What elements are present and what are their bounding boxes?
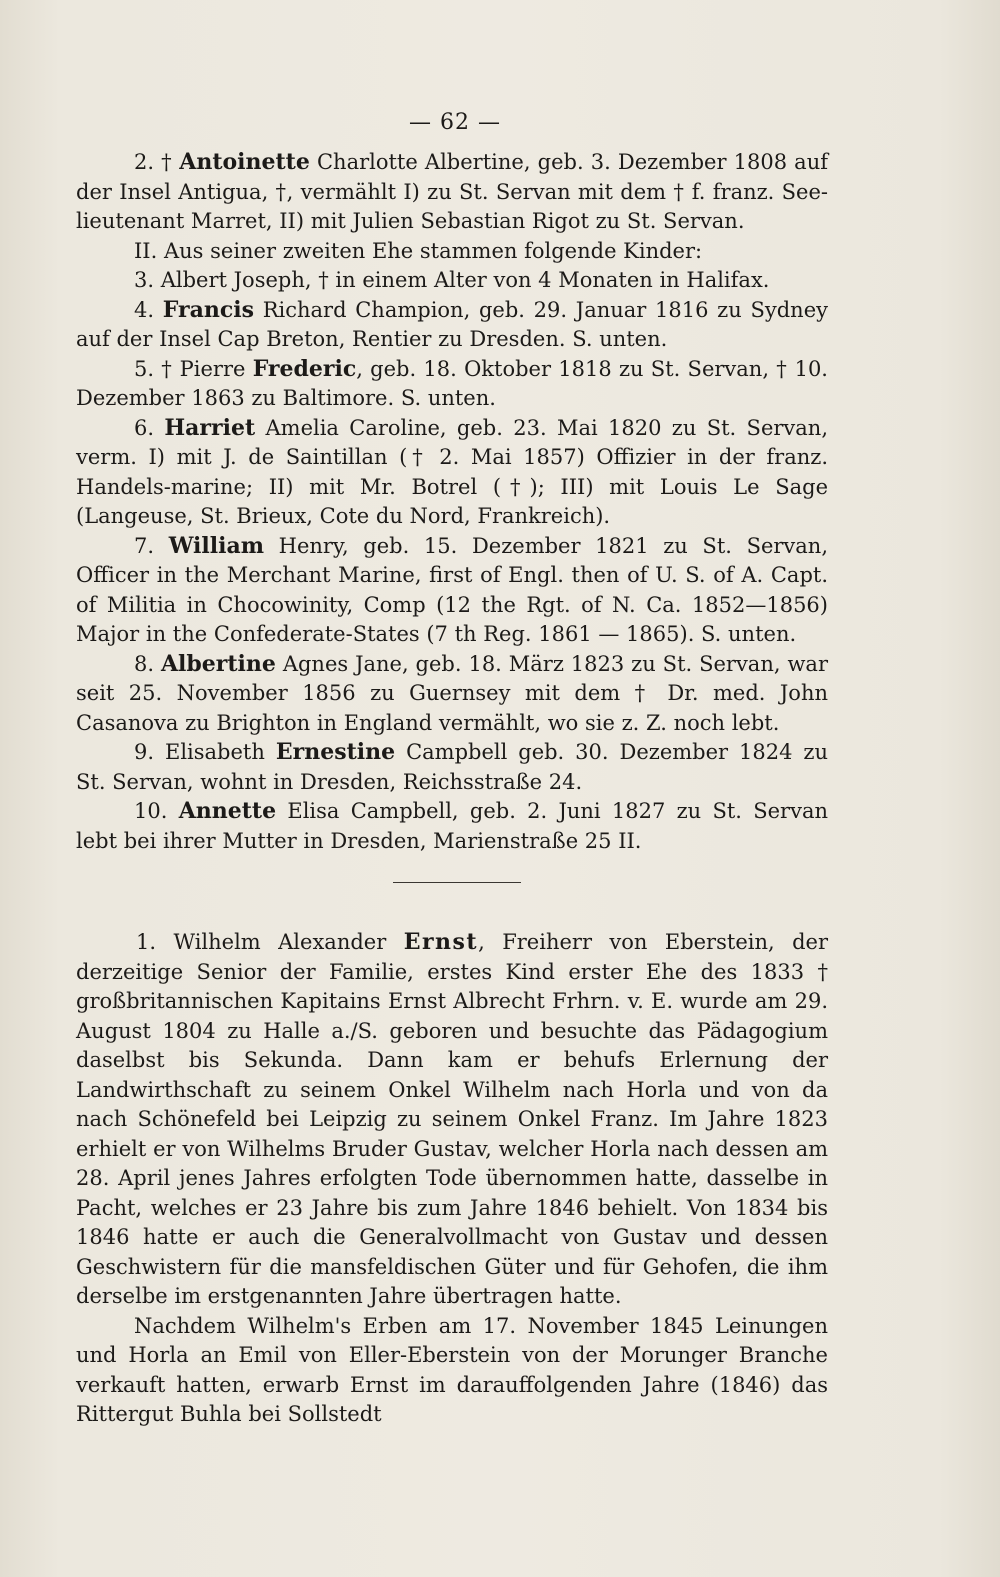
entry-number: 4.: [134, 297, 155, 322]
entry-text: Charlotte Albertine, geb. 3. Dezember 1808 auf der Insel Antigua, †, vermählt I) zu St. Servan mit dem † f. franz. See-lieutenant Marret, II) mit Julien Sebastian Rigot zu St. Servan.: [76, 150, 829, 233]
children-list: [76, 148, 828, 856]
entry-name: Frederic: [252, 355, 357, 382]
entry-name: Albertine: [160, 650, 276, 677]
entry-text: Henry, geb. 15. Dezember 1821 zu St. Servan, Officer in the Merchant Marine, first of Engl. then of U. S. of A. Capt. of Militia in Chocowinity, Comp (12 the Rgt. of N. Ca. 1852—1856) Major in the Confederate-States (7 th Reg. 1861 — 1865). S. unten.: [76, 533, 829, 646]
entry-text: Richard Champion, geb. 29. Januar 1816 zu Sydney auf der Insel Cap Breton, Rentier zu Dresden. S. unten.: [76, 297, 828, 351]
entry-number: 5. †: [134, 356, 173, 381]
entry-albert: [76, 266, 828, 296]
entry-francis: [76, 296, 828, 355]
entry-text: Campbell geb. 30. Dezember 1824 zu St. Servan, wohnt in Dresden, Reichsstraße 24.: [76, 740, 829, 794]
entry-name: William: [168, 532, 264, 559]
entry-second-marriage-heading: [76, 237, 828, 267]
entry-number: 6.: [134, 415, 155, 440]
section-number: 1.: [136, 930, 157, 954]
entry-william: [76, 532, 828, 650]
entry-text: Agnes Jane, geb. 18. März 1823 zu St. Servan, war seit 25. November 1856 zu Guernsey mit dem † Dr. med. John Casanova zu Brighton in England vermählt, wo sie z. Z. noch lebt.: [76, 651, 828, 735]
entry-number: 7.: [134, 533, 155, 558]
entry-antoinette: [76, 148, 828, 237]
entry-name: Annette: [178, 798, 277, 824]
entry-frederic: [76, 355, 828, 414]
biography-paragraph-2: Nachdem Wilhelm's Erben am 17. November 1845 Leinungen und Horla an Emil von Eller-Eberstein von der Morunger Branche verkauft hatten, erwarb Ernst im darauffolgenden Jahre (1846) das Rittergut Buhla bei Sollstedt: [76, 1313, 828, 1426]
section-text: , Freiherr von Eberstein, der derzeitige Senior der Familie, erstes Kind erster Ehe des 1833 † großbritannischen Kapitains Ernst Albrecht Frhrn. v. E. wurde am 29. August 1804 zu Halle a./S. geboren und besuchte das Pädagogium daselbst bis Sekunda. Dann kam er behufs Erlernung der Landwirthschaft zu seinem Onkel Wilhelm nach Horla und von da nach Schönefeld bei Leipzig zu seinem Onkel Franz. Im Jahre 1823 erhielt er von Wilhelms Bruder Gustav, welcher Horla nach dessen am 28. April jenes Jahres erfolgten Tode übernommen hatte, dasselbe in Pacht, welches er 23 Jahre bis zum Jahre 1846 behielt. Von 1834 bis 1846 hatte er auch die Generalvollmacht von Gustav und dessen Geschwistern für die mansfeldischen Güter und für Gehofen, die ihm derselbe im erstgenannten Jahre übertragen hatte.: [76, 930, 828, 1308]
entry-prename: Pierre: [179, 356, 246, 381]
entry-albertine: [76, 650, 828, 739]
entry-ernestine: [76, 738, 828, 797]
section-divider: [393, 882, 521, 883]
entry-name: Francis: [162, 296, 254, 323]
entry-number: 8.: [134, 651, 155, 676]
entry-number: II.: [134, 238, 158, 263]
entry-number: 3.: [134, 268, 155, 292]
section-prename: Wilhelm Alexander: [173, 930, 387, 954]
entry-text: , geb. 18. Oktober 1818 zu St. Servan, † 10. Dezember 1863 zu Baltimore. S. unten.: [76, 356, 828, 410]
entry-prename: Elisabeth: [165, 740, 265, 764]
biography-section: [76, 928, 828, 1430]
entry-text: Albert Joseph, † in einem Alter von 4 Monaten in Halifax.: [160, 268, 770, 292]
section-name: Ernst: [403, 929, 479, 955]
entry-number: 9.: [134, 740, 155, 764]
entry-number: 10.: [134, 799, 168, 823]
entry-text: Amelia Caroline, geb. 23. Mai 1820 zu St. Servan, verm. I) mit J. de Saintillan († 2. Mai 1857) Offizier in der franz. Handels-marine; II) mit Mr. Botrel (†); III) mit Louis Le Sage (Langeuse, St. Brieux, Cote du Nord, Frankreich).: [76, 415, 828, 528]
entry-text: Aus seiner zweiten Ehe stammen folgende Kinder:: [163, 238, 703, 263]
entry-name: Harriet: [164, 414, 256, 441]
entry-annette: [76, 797, 828, 856]
entry-name: Ernestine: [275, 739, 396, 765]
page-number: — 62 —: [409, 110, 501, 135]
entry-text: Elisa Campbell, geb. 2. Juni 1827 zu St. Servan lebt bei ihrer Mutter in Dresden, Marienstraße 25 II.: [76, 799, 828, 853]
biography-paragraph-1: [76, 928, 828, 1312]
entry-number: 2. †: [134, 150, 173, 174]
entry-name: Antoinette: [179, 149, 310, 175]
entry-harriet: [76, 414, 828, 532]
